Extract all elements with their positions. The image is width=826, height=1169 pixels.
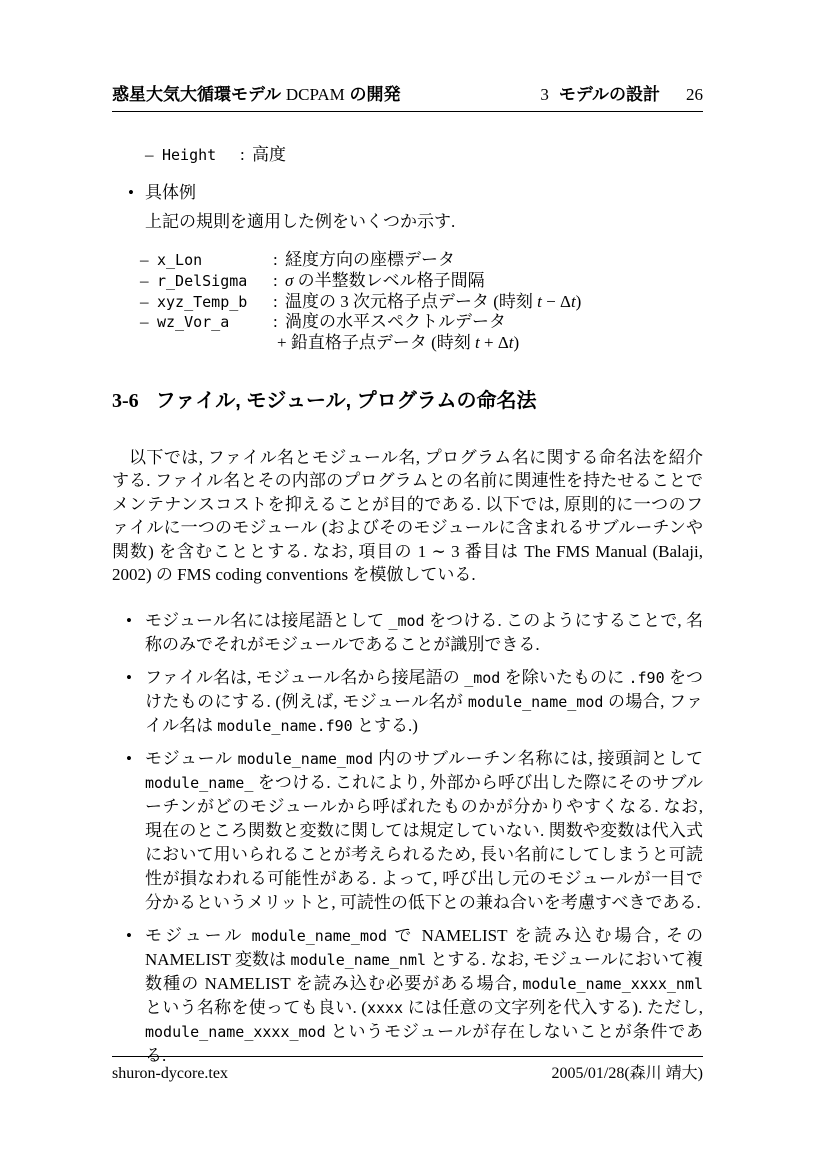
text-run: をつける. このようにすることで, 名称のみでそれがモジュールであることが識別できる.: [145, 611, 703, 654]
text-run: _mod: [388, 612, 425, 630]
dash-marker: –: [140, 270, 149, 290]
example-item-x-lon: [112, 250, 703, 271]
text-run: xxxx: [366, 999, 404, 1017]
text-run: t: [475, 333, 480, 353]
example-term: r_DelSigma: [157, 271, 248, 290]
section-number: 3-6: [112, 390, 139, 412]
text-run: module_name_: [145, 774, 254, 792]
text-run: 惑星大気大循環モデル: [112, 85, 286, 104]
dash-marker: –: [145, 145, 154, 164]
rule-item-subroutine-prefix: [112, 747, 703, 915]
text-run: − Δ: [541, 291, 571, 311]
section-title: ファイル, モジュール, プログラムの命名法: [155, 390, 537, 412]
rule-text: [145, 668, 703, 735]
rule-item-namelist: [112, 924, 703, 1068]
text-run: t: [537, 291, 542, 311]
text-run: _mod: [464, 669, 501, 687]
bullet-marker: •: [128, 183, 134, 202]
text-run: DCPAM: [285, 85, 345, 104]
header-section-info: [540, 84, 703, 106]
text-run: ): [575, 291, 582, 311]
text-run: とする. なお, モジュールにおいて複数種の NAMELIST を読み込む必要がある場合,: [145, 950, 703, 993]
footer-rule: [112, 1056, 703, 1057]
definition-term: Height: [162, 146, 217, 164]
example-item-xyz-temp-b: [112, 292, 703, 313]
text-run: ファイル名は, モジュール名から接尾語の: [145, 668, 465, 687]
text-run: + 鉛直格子点データ (時刻: [277, 333, 475, 353]
naming-rules-list: [112, 609, 703, 1068]
text-run: 経度方向の座標データ: [285, 250, 455, 269]
definition-item-height: [112, 144, 703, 166]
header-section-number: 3: [540, 85, 549, 104]
text-run: をつける. これにより, 外部から呼び出した際にそのサブルーチンがどのモジュールから呼ばれたものかが分かりやすくなる. なお, 現在のところ関数と変数に関しては規定していない. 関数や変数は代入式において用いられることが考えられるため, 長い名前にしてしまうと可読性が損なわれる可能性がある. よって, 呼び出し元のモジュールが一目で分かるというメリットと, 可読性の低下との兼ね合いを考慮すべきである.: [145, 773, 703, 912]
bullet-marker: •: [126, 611, 132, 630]
example-description-line2: [277, 333, 705, 354]
footer-filename: shuron-dycore.tex: [112, 1065, 228, 1082]
example-description: [285, 271, 705, 292]
text-run: を除いたものに: [500, 668, 629, 687]
text-run: には任意の文字列を代入する). ただし,: [403, 998, 703, 1017]
text-run: 温度の 3 次元格子点データ (時刻: [285, 291, 538, 311]
colon-separator: :: [273, 250, 278, 269]
text-run: module_name_mod: [237, 750, 374, 768]
bullet-marker: •: [126, 668, 132, 687]
example-description-line1: [285, 312, 506, 331]
rule-text: [145, 926, 703, 1065]
example-item-wz-vor-a: [112, 312, 703, 354]
colon-separator: :: [240, 145, 245, 164]
text-run: module_name_mod: [467, 693, 604, 711]
example-description: [277, 312, 705, 354]
example-term: x_Lon: [157, 251, 203, 269]
header-section-title: モデルの設計: [558, 85, 660, 104]
text-run: の開発: [344, 85, 401, 104]
example-section-label: 具体例: [145, 183, 196, 202]
text-run: module_name.f90: [217, 717, 353, 735]
colon-separator: :: [273, 270, 278, 290]
text-run: module_name_xxxx_mod: [145, 1023, 326, 1041]
rule-text: [145, 749, 703, 912]
footer-date-author: 2005/01/28(森川 靖大): [551, 1065, 703, 1082]
text-run: 内のサブルーチン名称には, 接頭詞として: [373, 749, 703, 768]
text-run: モジュール: [145, 926, 252, 945]
header-rule: [112, 111, 703, 112]
dash-marker: –: [140, 312, 149, 332]
dash-marker: –: [140, 291, 149, 311]
dash-marker: –: [140, 250, 149, 269]
text-run: ): [513, 333, 520, 353]
section-intro-paragraph: [112, 446, 703, 586]
text-run: module_name_mod: [251, 927, 388, 945]
text-run: t: [570, 291, 576, 311]
page-footer: [112, 1063, 703, 1085]
text-run: とする.): [352, 716, 418, 735]
rule-item-file-name: [112, 666, 703, 738]
text-run: の半整数レベル格子間隔: [293, 270, 485, 290]
text-run: .f90: [628, 669, 665, 687]
text-run: module_name_xxxx_nml: [522, 975, 703, 993]
text-run: 以下では, ファイル名とモジュール名, プログラム名に関する命名法を紹介する. ファイル名とその内部のプログラムとの名前に関連性を持たせることでメンテナンスコストを抑えることが目的である. 以下では, 原則的に一つのファイルに一つのモジュール (およびそのモジュールに含まれるサブルーチンや関数) を含むこととする. なお, 項目の 1 ∼ 3 番目は The FMS Manual (Balaji, 2002) の FMS coding conventions を模倣している.: [112, 448, 703, 585]
page-number: 26: [686, 85, 703, 104]
colon-separator: :: [273, 291, 278, 311]
bullet-marker: •: [126, 926, 132, 945]
colon-separator: :: [273, 312, 278, 332]
text-run: σ: [285, 270, 294, 290]
text-run: という名称を使っても良い. (: [145, 998, 367, 1017]
bullet-marker: •: [126, 749, 132, 768]
rule-text: [145, 611, 703, 654]
header-document-title: [112, 84, 401, 106]
text-run: をつけたものにする. (例えば, モジュール名が: [145, 668, 704, 711]
page-header: [112, 84, 703, 106]
rule-item-module-suffix: [112, 609, 703, 657]
text-run: というモジュールが存在しないことが条件である.: [145, 1022, 703, 1065]
text-run: モジュール名には接尾語として: [145, 611, 389, 630]
example-term: wz_Vor_a: [157, 313, 230, 332]
definition-description: 高度: [252, 145, 286, 164]
text-run: モジュール: [145, 749, 238, 768]
text-run: t: [508, 333, 514, 353]
example-term: xyz_Temp_b: [157, 292, 248, 311]
example-intro-text: 上記の規則を適用した例をいくつか示す.: [145, 212, 456, 231]
example-section-bullet: [112, 182, 703, 204]
text-run: 渦度の水平スペクトルデータ: [285, 312, 506, 332]
text-run: で NAMELIST を読み込む場合, その NAMELIST 変数は: [145, 926, 703, 969]
example-description: [285, 292, 705, 313]
example-description: [285, 250, 705, 271]
text-run: + Δ: [479, 333, 509, 353]
example-item-r-delsigma: [112, 271, 703, 292]
text-run: module_name_nml: [290, 951, 427, 969]
text-run: の場合, ファイル名は: [145, 692, 703, 735]
example-definition-list: [112, 250, 703, 354]
section-heading: [112, 388, 703, 414]
